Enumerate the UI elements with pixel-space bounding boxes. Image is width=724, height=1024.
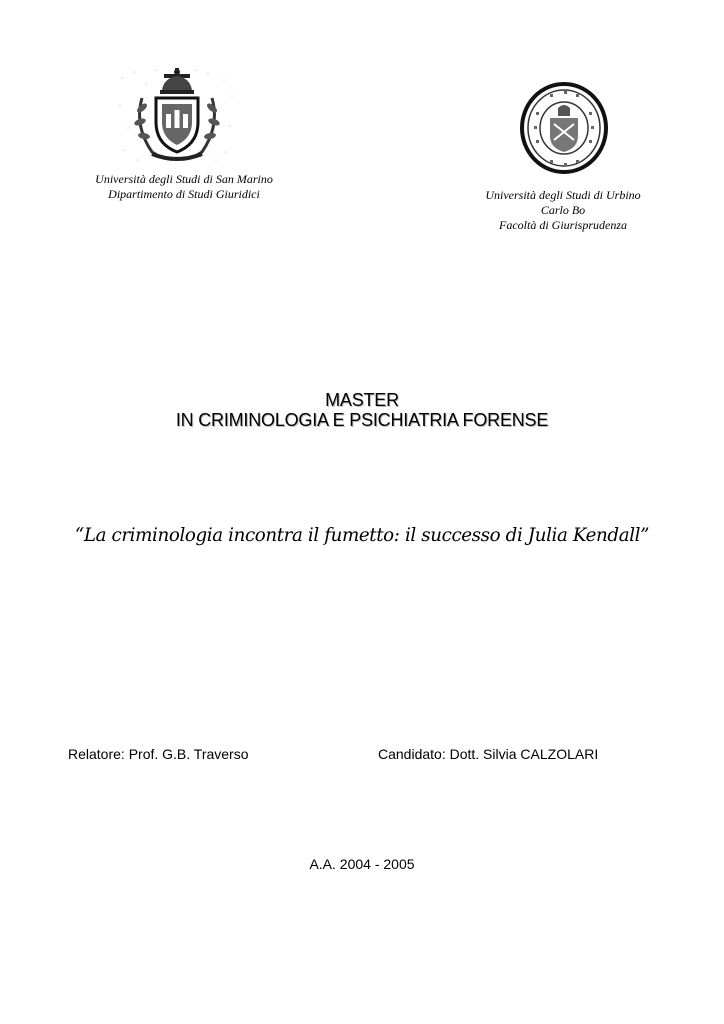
candidato-label: Candidato: Dott. Silvia CALZOLARI [378, 746, 599, 762]
urbino-university-subtitle: Carlo Bo [540, 203, 586, 217]
academic-year: A.A. 2004 - 2005 [309, 856, 415, 872]
urbino-university-seal [520, 82, 608, 174]
san-marino-emblem [112, 66, 242, 166]
master-title-line1: MASTER [325, 390, 399, 410]
san-marino-caption [64, 172, 304, 202]
relatore-label: Relatore: Prof. G.B. Traverso [68, 746, 249, 762]
urbino-university-name: Università degli Studi di Urbino [485, 188, 641, 202]
san-marino-department: Dipartimento di Studi Giuridici [108, 187, 260, 201]
master-title-line2: IN CRIMINOLOGIA E PSICHIATRIA FORENSE [175, 410, 549, 430]
san-marino-university-name: Università degli Studi di San Marino [95, 172, 273, 186]
urbino-caption [470, 188, 656, 233]
thesis-title: “La criminologia incontra il fumetto: il successo di Julia Kendall” [74, 524, 650, 546]
master-title [0, 390, 724, 430]
urbino-faculty: Facoltà di Giurisprudenza [499, 218, 627, 232]
